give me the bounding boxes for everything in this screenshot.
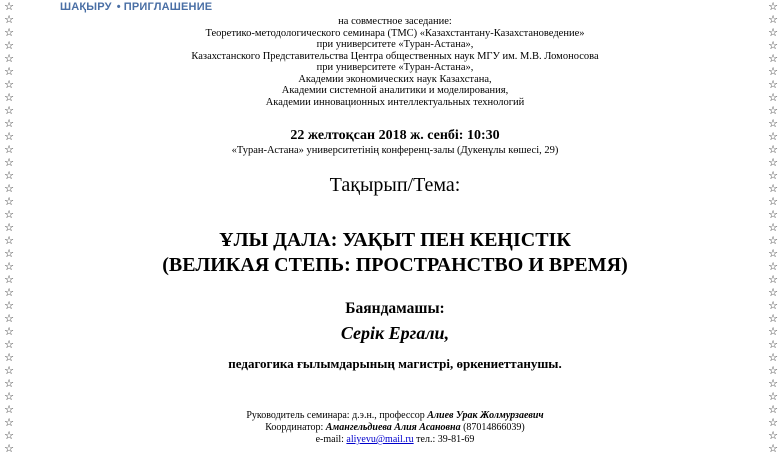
star-icon: ☆	[4, 52, 14, 65]
footer-leader-name: Алиев Урак Жолмурзаевич	[427, 410, 544, 421]
star-icon: ☆	[4, 416, 14, 429]
speaker-name-text: Серік Ергали,	[340, 323, 450, 343]
star-icon: ☆	[768, 195, 778, 208]
star-icon: ☆	[768, 273, 778, 286]
header-title	[60, 1, 212, 13]
footer-email-prefix: e-mail:	[315, 434, 347, 445]
star-icon: ☆	[4, 442, 14, 455]
star-icon: ☆	[4, 390, 14, 403]
star-icon: ☆	[768, 377, 778, 390]
star-icon: ☆	[768, 104, 778, 117]
topic-title-ru	[30, 253, 760, 277]
footer-phone: тел.: 39-81-69	[413, 434, 475, 445]
footer-leader	[30, 410, 760, 422]
star-icon: ☆	[4, 117, 14, 130]
star-icon: ☆	[768, 442, 778, 455]
event-venue-text: «Туран-Астана» университетінің конференц-залы (Дукенұлы көшесі, 29)	[231, 145, 559, 156]
star-icon: ☆	[768, 78, 778, 91]
star-icon: ☆	[768, 130, 778, 143]
star-icon: ☆	[4, 208, 14, 221]
star-icon: ☆	[768, 338, 778, 351]
intro-line: при университете «Туран-Астана»,	[316, 39, 474, 50]
topic-heading	[30, 173, 760, 197]
left-star-border	[2, 0, 16, 455]
footer-coordinator	[30, 422, 760, 434]
star-icon: ☆	[4, 104, 14, 117]
star-icon: ☆	[4, 260, 14, 273]
star-icon: ☆	[4, 78, 14, 91]
star-icon: ☆	[768, 390, 778, 403]
intro-line: Казахстанского Представительства Центра общественных наук МГУ им. М.В. Ломоносова	[191, 50, 599, 62]
star-icon: ☆	[768, 182, 778, 195]
star-icon: ☆	[768, 429, 778, 442]
star-icon: ☆	[768, 143, 778, 156]
star-icon: ☆	[768, 0, 778, 13]
star-icon: ☆	[768, 26, 778, 39]
email-link[interactable]: aliyevu@mail.ru	[346, 434, 414, 445]
intro-line: Академии системной аналитики и моделирования,	[281, 85, 509, 96]
star-icon: ☆	[768, 260, 778, 273]
star-icon: ☆	[768, 364, 778, 377]
event-datetime-text: 22 желтоқсан 2018 ж. сенбі: 10:30	[290, 128, 500, 143]
star-icon: ☆	[4, 182, 14, 195]
star-icon: ☆	[768, 234, 778, 247]
star-icon: ☆	[768, 117, 778, 130]
star-icon: ☆	[4, 247, 14, 260]
intro-line: на совместное заседание:	[338, 16, 452, 27]
intro-line: Теоретико-методологического семинара (ТМС) «Казахстантану-Казахстановедение»	[205, 27, 585, 39]
star-icon: ☆	[4, 0, 14, 13]
star-icon: ☆	[4, 351, 14, 364]
star-icon: ☆	[4, 312, 14, 325]
intro-line: Академии экономических наук Казахстана,	[298, 73, 492, 85]
star-icon: ☆	[768, 247, 778, 260]
topic-title-kk-text: ҰЛЫ ДАЛА: УАҚЫТ ПЕН КЕҢІСТІК	[219, 229, 571, 251]
star-icon: ☆	[768, 91, 778, 104]
footer-coordinator-name: Амангельдиева Алия Асановна	[325, 422, 461, 433]
star-icon: ☆	[4, 91, 14, 104]
star-icon: ☆	[4, 364, 14, 377]
star-icon: ☆	[4, 403, 14, 416]
star-icon: ☆	[4, 429, 14, 442]
star-icon: ☆	[4, 26, 14, 39]
star-icon: ☆	[4, 234, 14, 247]
star-icon: ☆	[768, 39, 778, 52]
star-icon: ☆	[768, 208, 778, 221]
star-icon: ☆	[4, 13, 14, 26]
footer-coordinator-phone: (87014866039)	[460, 422, 525, 433]
footer-leader-prefix: Руководитель семинара: д.э.н., профессор	[246, 410, 428, 421]
star-icon: ☆	[768, 156, 778, 169]
star-icon: ☆	[768, 299, 778, 312]
footer-coordinator-prefix: Координатор:	[265, 422, 326, 433]
header-bullet: •	[116, 1, 121, 13]
speaker-description-text: педагогика ғылымдарының магистрі, өркениеттанушы.	[228, 356, 562, 371]
star-icon: ☆	[768, 416, 778, 429]
star-icon: ☆	[768, 351, 778, 364]
star-icon: ☆	[768, 13, 778, 26]
star-icon: ☆	[768, 403, 778, 416]
star-icon: ☆	[4, 221, 14, 234]
header-label-ru: ПРИГЛАШЕНИЕ	[123, 1, 213, 13]
star-icon: ☆	[768, 169, 778, 182]
intro-line: Академии инновационных интеллектуальных технологий	[265, 96, 525, 108]
star-icon: ☆	[4, 338, 14, 351]
right-star-border	[766, 0, 780, 455]
speaker-label	[30, 300, 760, 318]
star-icon: ☆	[768, 286, 778, 299]
footer-contact	[30, 434, 760, 446]
header-label-kk: ШАҚЫРУ	[60, 1, 112, 13]
star-icon: ☆	[4, 39, 14, 52]
footer-block	[30, 410, 760, 446]
star-icon: ☆	[4, 273, 14, 286]
event-venue	[30, 145, 760, 157]
star-icon: ☆	[4, 130, 14, 143]
star-icon: ☆	[768, 325, 778, 338]
star-icon: ☆	[4, 195, 14, 208]
speaker-label-text: Баяндамашы:	[345, 300, 445, 317]
intro-line: при университете «Туран-Астана»,	[316, 62, 474, 73]
star-icon: ☆	[4, 169, 14, 182]
topic-title-ru-text: (ВЕЛИКАЯ СТЕПЬ: ПРОСТРАНСТВО И ВРЕМЯ)	[162, 254, 628, 276]
star-icon: ☆	[4, 143, 14, 156]
star-icon: ☆	[4, 65, 14, 78]
speaker-name	[30, 322, 760, 344]
star-icon: ☆	[4, 299, 14, 312]
star-icon: ☆	[768, 312, 778, 325]
topic-title-kk	[30, 228, 760, 252]
star-icon: ☆	[768, 52, 778, 65]
event-datetime	[30, 128, 760, 144]
star-icon: ☆	[4, 286, 14, 299]
star-icon: ☆	[768, 221, 778, 234]
star-icon: ☆	[4, 325, 14, 338]
star-icon: ☆	[768, 65, 778, 78]
star-icon: ☆	[4, 377, 14, 390]
intro-block	[30, 16, 760, 108]
speaker-description	[30, 356, 760, 372]
star-icon: ☆	[4, 156, 14, 169]
topic-heading-text: Тақырып/Тема:	[329, 174, 461, 196]
